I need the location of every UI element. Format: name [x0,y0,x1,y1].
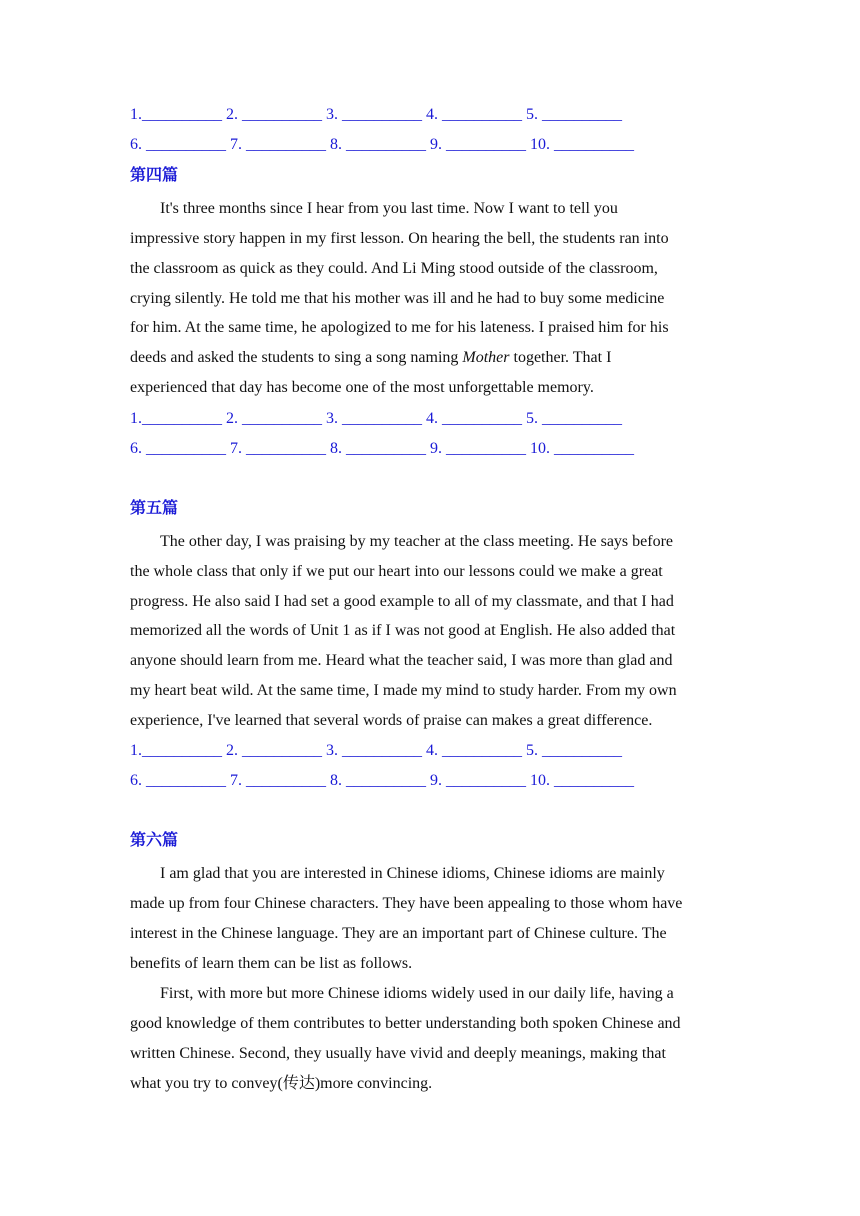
paragraph-line: experience, I've learned that several words of praise can makes a great difference. [130,712,653,729]
section-title: 第四篇 [130,167,179,184]
paragraph-line: It's three months since I hear from you last time. Now I want to tell you [160,200,618,217]
answer-row: 6. __________ 7. __________ 8. __________ 9. __________ 10. __________ [130,772,634,789]
paragraph-line: the whole class that only if we put our heart into our lessons could we make a great [130,563,663,580]
italic-title: Mother [462,349,510,366]
paragraph-line: The other day, I was praising by my teacher at the class meeting. He says before [160,533,673,550]
paragraph-line: interest in the Chinese language. They are an important part of Chinese culture. The [130,925,667,942]
paragraph-line: impressive story happen in my first lesson. On hearing the bell, the students ran into [130,230,669,247]
paragraph-line: written Chinese. Second, they usually have vivid and deeply meanings, making that [130,1045,666,1062]
answer-row: 1.__________ 2. __________ 3. __________ 4. __________ 5. __________ [130,106,622,123]
paragraph-line: experienced that day has become one of the most unforgettable memory. [130,379,594,396]
paragraph-line: good knowledge of them contributes to better understanding both spoken Chinese and [130,1015,681,1032]
paragraph-line: crying silently. He told me that his mother was ill and he had to buy some medicine [130,290,665,307]
text-run: deeds and asked the students to sing a song naming [130,349,463,366]
paragraph-line: for him. At the same time, he apologized to me for his lateness. I praised him for his [130,319,669,336]
paragraph-line: made up from four Chinese characters. They have been appealing to those whom have [130,895,683,912]
paragraph-line: benefits of learn them can be list as follows. [130,955,413,972]
paragraph-line: I am glad that you are interested in Chinese idioms, Chinese idioms are mainly [160,865,665,882]
paragraph-line: progress. He also said I had set a good example to all of my classmate, and that I had [130,593,674,610]
answer-row: 6. __________ 7. __________ 8. __________ 9. __________ 10. __________ [130,136,634,153]
paragraph-line: my heart beat wild. At the same time, I made my mind to study harder. From my own [130,682,677,699]
paragraph-line: memorized all the words of Unit 1 as if I was not good at English. He also added that [130,622,676,639]
section-title: 第六篇 [130,832,179,849]
paragraph-line: the classroom as quick as they could. And Li Ming stood outside of the classroom, [130,260,658,277]
answer-row: 1.__________ 2. __________ 3. __________ 4. __________ 5. __________ [130,410,622,427]
text-run: together. That I [509,349,612,366]
section-title: 第五篇 [130,500,179,517]
paragraph-line: what you try to convey(传达)more convincing. [130,1075,433,1092]
answer-row: 1.__________ 2. __________ 3. __________ 4. __________ 5. __________ [130,742,622,759]
paragraph-line: anyone should learn from me. Heard what the teacher said, I was more than glad and [130,652,673,669]
paragraph-line [130,348,611,368]
answer-row: 6. __________ 7. __________ 8. __________ 9. __________ 10. __________ [130,440,634,457]
paragraph-line: First, with more but more Chinese idioms widely used in our daily life, having a [160,985,674,1002]
